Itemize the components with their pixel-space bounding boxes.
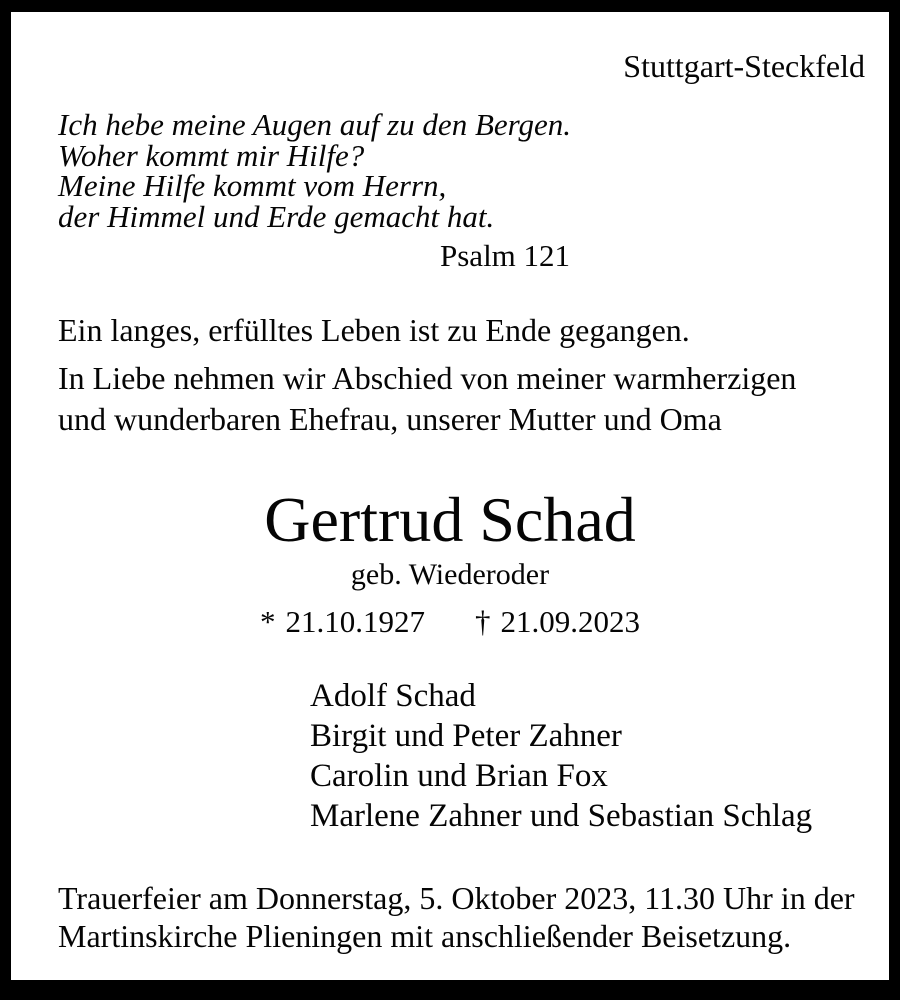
mourner-name: Carolin und Brian Fox	[310, 758, 608, 794]
verse-line: Meine Hilfe kommt vom Herrn,	[58, 168, 447, 203]
mourner-name: Marlene Zahner und Sebastian Schlag	[310, 798, 813, 834]
life-dates	[0, 603, 900, 640]
mourners-list	[310, 676, 812, 836]
verse-line: Woher kommt mir Hilfe?	[58, 137, 365, 173]
death-date-group	[475, 603, 640, 640]
maiden-name: geb. Wiederoder	[350, 558, 550, 591]
birth-date: 21.10.1927	[285, 604, 425, 639]
verse-line: der Himmel und Erde gemacht hat.	[58, 198, 495, 234]
opening-line: Ein langes, erfülltes Leben ist zu Ende gegangen.	[58, 312, 690, 348]
farewell-line: In Liebe nehmen wir Abschied von meiner warmherzigen	[58, 360, 797, 396]
deceased-name: Gertrud Schad	[264, 484, 636, 555]
farewell-line: und wunderbaren Ehefrau, unserer Mutter und Oma	[58, 401, 722, 437]
verse-line: Ich hebe meine Augen auf zu den Bergen.	[58, 107, 572, 142]
death-cross-symbol: †	[475, 604, 491, 639]
birth-star-symbol: *	[260, 604, 276, 639]
mourner-name: Birgit und Peter Zahner	[310, 718, 622, 754]
funeral-line: Martinskirche Plieningen mit anschließender Beisetzung.	[58, 918, 792, 954]
death-date: 21.09.2023	[500, 604, 640, 639]
verse-quote	[58, 107, 572, 234]
location-header: Stuttgart-Steckfeld	[623, 48, 865, 84]
birth-date-group	[260, 603, 425, 640]
funeral-details	[58, 879, 855, 955]
farewell-paragraph	[58, 358, 796, 440]
funeral-line: Trauerfeier am Donnerstag, 5. Oktober 2023, 11.30 Uhr in der	[58, 880, 855, 916]
verse-attribution: Psalm 121	[440, 238, 571, 273]
mourner-name: Adolf Schad	[310, 678, 476, 714]
